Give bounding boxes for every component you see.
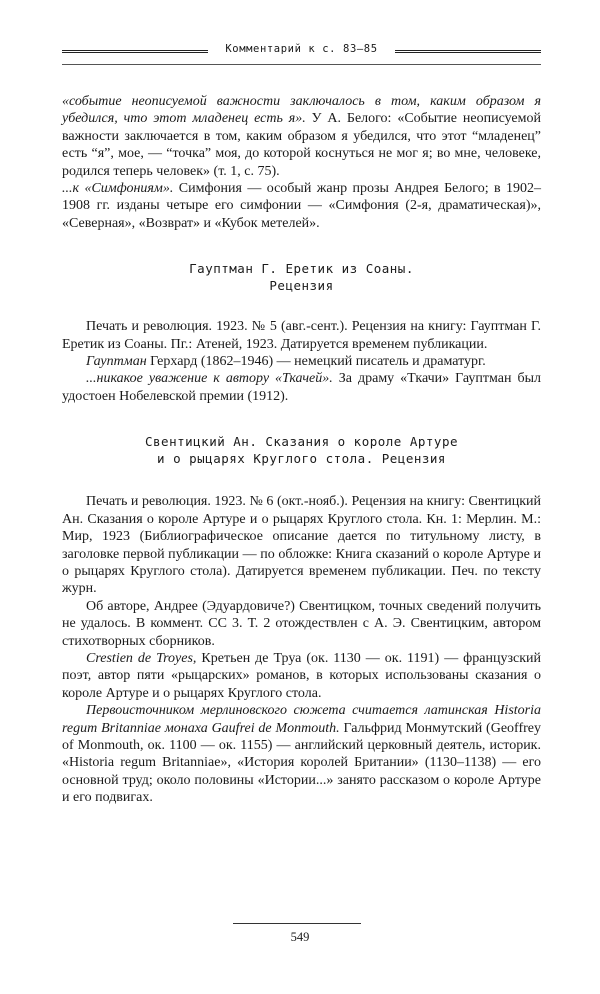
paragraph-hauptmann-bio xyxy=(62,353,541,370)
italic-lemma: ...к «Симфониям». xyxy=(62,181,174,197)
section-heading-line: и о рыцарях Круглого стола. Рецензия xyxy=(157,451,446,467)
paragraph-text: Кретьен де Труа (ок. 1130 — ок. 1191) — французский поэт, автор пяти «рыцарских» романов, в которых использованы сказания о короле Артуре и о рыцарях Круглого стола. xyxy=(62,650,541,701)
header-rule-right xyxy=(395,50,541,57)
paragraph-text: Герхард (1862–1946) — немецкий писатель и драматург. xyxy=(146,354,486,370)
paragraph-author: Об авторе, Андрее (Эдуардовиче?) Свентицком, точных сведений получить не удалось. В коммент. СС 3. Т. 2 отождествлен с А. Э. Свентицким, автором стихотворных сборников. xyxy=(62,598,541,649)
paragraph-text: У А. Белого: «Событие неописуемой важности заключается в том, каким образом я убедился, что этот “младенец” есть “я”, мое, — “точка” моя, до которой коснуться не мог я; во мне, человеке, родился теперь человек» (т. 1, с. 75). xyxy=(62,111,542,179)
page-body xyxy=(62,93,541,807)
paragraph-weavers xyxy=(62,370,541,405)
running-header xyxy=(62,42,541,66)
italic-lemma: Первоисточником мерлиновского сюжета считается латинская Historia regum Britanniae монаха Gaufrei de Monmouth. xyxy=(62,703,541,736)
section-heading-hauptmann xyxy=(62,260,541,294)
italic-lemma: Гауптман xyxy=(86,354,147,370)
footer-rule xyxy=(233,923,361,924)
paragraph-publication: Печать и революция. 1923. № 6 (окт.-нояб.). Рецензия на книгу: Свентицкий Ан. Сказания о короле Артуре и о рыцарях Круглого стола. Кн. 1: Мерлин. М.: Мир, 1923 (Библиографическое описание дается по титульному листу, в заголовке первой публикации — по обложке: Книга сказаний о короле Артуре и о рыцарях Круглого стола). Датируется временем публикации. Печ. по тексту журн. xyxy=(62,494,541,597)
section-heading-line: Рецензия xyxy=(269,278,334,294)
italic-lemma: Crestien de Troyes, xyxy=(86,650,197,666)
paragraph-text: За драму «Ткачи» Гауптман был удостоен Нобелевской премии (1912). xyxy=(62,371,541,404)
paragraph-geoffrey xyxy=(62,702,541,806)
paragraph-symphonies xyxy=(62,180,541,232)
paragraph-quote-bely xyxy=(62,93,541,180)
italic-quote: «событие неописуемой важности заключалось в том, каким образом я убедился, что этот младенец есть я». xyxy=(62,94,541,127)
running-header-title: Комментарий к с. 83–85 xyxy=(225,43,378,55)
italic-lemma: ...никакое уважение к автору «Ткачей». xyxy=(86,371,333,387)
section-heading-sventitsky xyxy=(62,433,541,467)
page-number: 549 xyxy=(290,930,310,944)
paragraph-chretien xyxy=(62,650,541,702)
header-underline xyxy=(62,64,541,65)
section-heading-line: Гауптман Г. Еретик из Соаны. xyxy=(189,261,414,277)
paragraph-text: Гальфрид Монмутский (Geoffrey of Monmouth, ок. 1100 — ок. 1155) — английский церковный деятель, историк. «Historia regum Britanniae», «История королей Британии» (1130–1138) — его основной труд; около половины «Истории...» занято рассказом о короле Артуре и его подвигах. xyxy=(62,720,541,806)
section-heading-line: Свентицкий Ан. Сказания о короле Артуре xyxy=(145,434,458,450)
paragraph-publication: Печать и революция. 1923. № 5 (авг.-сент.). Рецензия на книгу: Гауптман Г. Еретик из Соаны. Пг.: Атеней, 1923. Датируется временем публикации. xyxy=(62,319,541,352)
paragraph-text: Симфония — особый жанр прозы Андрея Белого; в 1902–1908 гг. изданы четыре его симфонии — «Симфония (2-я, драматическая)», «Северная», «Возврат» и «Кубок метелей». xyxy=(62,181,541,231)
